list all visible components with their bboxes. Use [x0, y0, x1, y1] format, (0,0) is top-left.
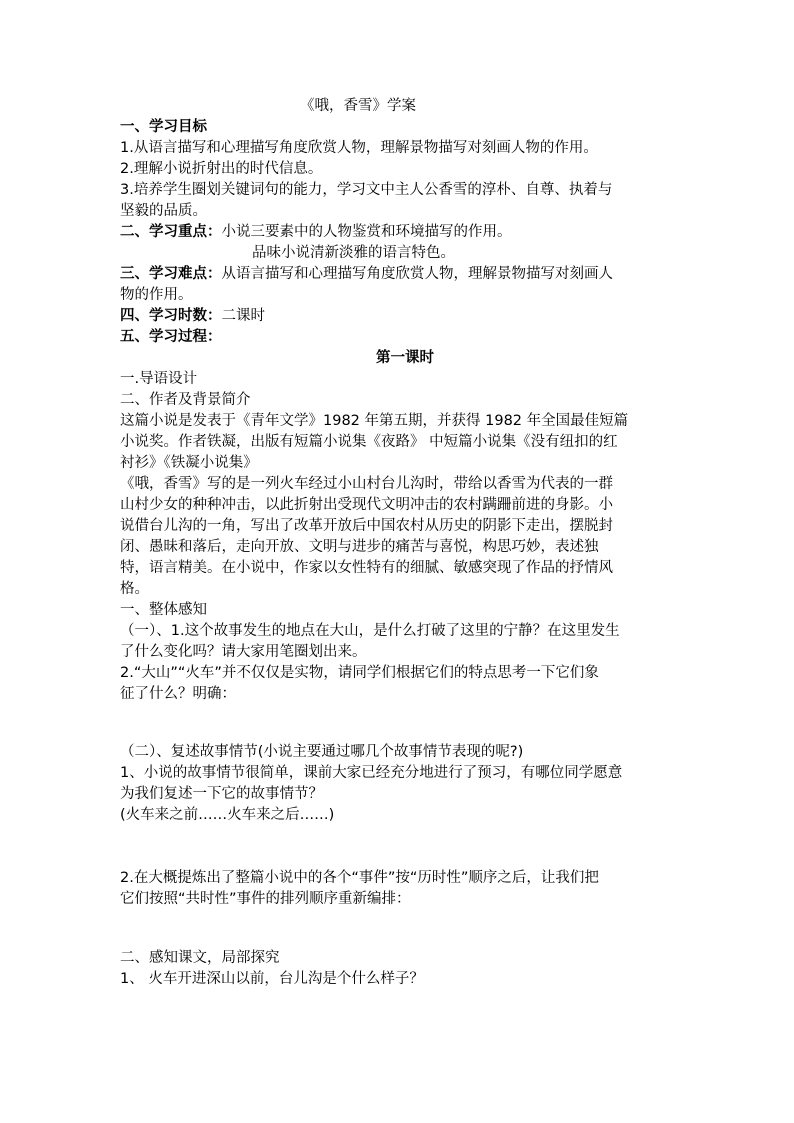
- body-line: （一）、1.这个故事发生的地点在大山，是什么打破了这里的宁静？在这里发生: [120, 623, 620, 639]
- body-line: 2.在大概提炼出了整篇小说中的各个“事件”按“历时性”顺序之后，让我们把: [120, 870, 599, 886]
- lesson-heading: 第一课时: [376, 350, 434, 366]
- goal-item-3: 3.培养学生圈划关键词句的能力，学习文中主人公香雪的淳朴、自尊、执着与: [120, 182, 613, 198]
- section-heading-process: 五、学习过程：: [120, 329, 222, 345]
- body-line: 了什么变化吗？请大家用笔圈划出来。: [120, 644, 367, 660]
- body-line: 《哦，香雪》写的是一列火车经过小山村台儿沟时，带给以香雪为代表的一群: [120, 476, 613, 492]
- body-line: 特，语言精美。在小说中，作家以女性特有的细腻、敏感突现了作品的抒情风: [120, 560, 613, 576]
- goal-item-1: 1.从语言描写和心理描写角度欣赏人物，理解景物描写对刻画人物的作用。: [120, 140, 598, 156]
- section-heading-hours: 四、学习时数：: [120, 308, 222, 324]
- hours-line: [120, 306, 265, 327]
- body-line: 1、 火车开进深山以前，台儿沟是个什么样子？: [120, 971, 424, 987]
- body-line: 一、整体感知: [120, 602, 207, 618]
- section-heading-key-points: 二、学习重点：: [120, 224, 222, 240]
- body-line: 1、小说的故事情节很简单，课前大家已经充分地进行了预习，有哪位同学愿意: [120, 765, 623, 781]
- key-points-line: [120, 222, 512, 243]
- difficulty-text-2: 物的作用。: [120, 287, 193, 303]
- body-line: 格。: [120, 581, 149, 597]
- body-line: 征了什么？明确：: [120, 686, 236, 702]
- difficulty-text: 从语言描写和心理描写角度欣赏人物，理解景物描写对刻画人: [221, 266, 613, 282]
- section-heading-goals: 一、学习目标: [120, 119, 207, 135]
- body-line: 衬衫》《铁凝小说集》: [120, 455, 258, 471]
- body-line: 小说奖。作者铁凝，出版有短篇小说集《夜路》 中短篇小说集《没有纽扣的红: [120, 434, 618, 450]
- goal-item-3-cont: 坚毅的品质。: [120, 203, 207, 219]
- body-line: 一.导语设计: [120, 371, 198, 387]
- body-line: 闭、愚昧和落后，走向开放、文明与进步的痛苦与喜悦，构思巧妙，表述独: [120, 539, 599, 555]
- difficulty-line: [120, 264, 613, 285]
- goal-item-2: 2.理解小说折射出的时代信息。: [120, 161, 323, 177]
- body-line: 说借台儿沟的一角，写出了改革开放后中国农村从历史的阴影下走出，摆脱封: [120, 518, 613, 534]
- body-line: 2.“大山”“火车”并不仅仅是实物，请同学们根据它们的特点思考一下它们象: [120, 665, 599, 681]
- body-line: 它们按照“共时性”事件的排列顺序重新编排：: [120, 891, 411, 907]
- hours-text: 二课时: [221, 308, 265, 324]
- body-line: (火车来之前……火车来之后……): [120, 807, 335, 823]
- body-line: 二、感知课文，局部探究: [120, 950, 280, 966]
- key-points-text-2: 品味小说清新淡雅的语言特色。: [252, 245, 455, 261]
- body-line: 二、作者及背景简介: [120, 392, 251, 408]
- section-heading-difficulty: 三、学习难点：: [120, 266, 222, 282]
- body-line: 为我们复述一下它的故事情节？: [120, 786, 323, 802]
- body-line: 山村少女的种种冲击，以此折射出受现代文明冲击的农村蹒跚前进的身影。小: [120, 497, 613, 513]
- body-line: 这篇小说是发表于《青年文学》1982 年第五期，并获得 1982 年全国最佳短篇: [120, 413, 629, 429]
- document-title: 《哦，香雪》学案: [300, 98, 416, 114]
- key-points-text: 小说三要素中的人物鉴赏和环境描写的作用。: [221, 224, 512, 240]
- body-line: （二）、复述故事情节(小说主要通过哪几个故事情节表现的呢?): [120, 744, 524, 760]
